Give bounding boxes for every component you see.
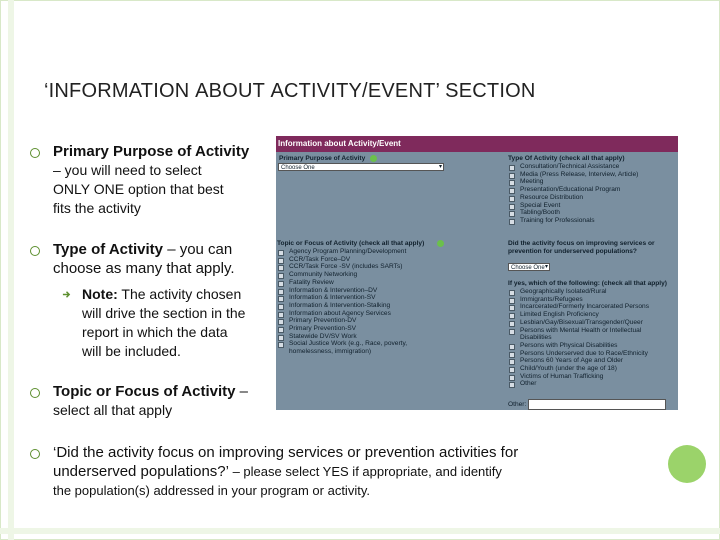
type-checkbox[interactable]: Tabling/Booth (508, 209, 638, 217)
type-checkbox[interactable]: Training for Professionals (508, 217, 638, 225)
which-populations-list (508, 288, 649, 388)
type-of-activity-list (508, 163, 638, 225)
which-populations-label: If yes, which of the following: (check all that apply) (508, 280, 668, 287)
decorative-circle (668, 445, 706, 483)
underserved-select[interactable]: Choose One ▾ (508, 263, 550, 271)
activity-form-screenshot (276, 136, 678, 410)
population-checkbox[interactable]: Limited English Proficiency (508, 311, 649, 319)
type-checkbox[interactable]: Resource Distribution (508, 194, 638, 202)
left-border-decoration (8, 0, 14, 540)
population-checkbox[interactable]: Persons with Physical Disabilities (508, 342, 649, 350)
topic-checkbox[interactable]: Primary Prevention-DV (277, 317, 407, 325)
form-header: Information about Activity/Event (276, 136, 678, 152)
topic-focus-list (277, 248, 407, 356)
topic-checkbox[interactable]: Information & Intervention–DV (277, 287, 407, 295)
bottom-border-decoration (0, 528, 720, 534)
help-icon[interactable] (437, 240, 444, 247)
bullet-topic-focus: Topic or Focus of Activity – select all that apply (53, 383, 249, 418)
type-checkbox[interactable]: Media (Press Release, Interview, Article) (508, 171, 638, 179)
other-label: Other: (508, 401, 527, 408)
bullet-primary-purpose: Primary Purpose of Activity – you will need to select ONLY ONE option that best fits the activity (53, 143, 250, 216)
help-icon[interactable] (370, 155, 377, 162)
topic-checkbox[interactable]: Social Justice Work (e.g., Race, poverty, (277, 340, 407, 348)
bullet-type-of-activity: Type of Activity – you can choose as many that apply. (53, 241, 235, 277)
population-checkbox[interactable]: Child/Youth (under the age of 18) (508, 365, 649, 373)
type-checkbox[interactable]: Consultation/Technical Assistance (508, 163, 638, 171)
type-of-activity-label: Type Of Activity (check all that apply) (508, 155, 625, 162)
bullet-icon (30, 246, 40, 256)
topic-checkbox[interactable]: CCR/Task Force–DV (277, 256, 407, 264)
topic-continuation: homelessness, immigration) (289, 348, 372, 356)
bullet-underserved: ‘Did the activity focus on improving services or prevention activities for underserved populations?’ – please select YES if appropriate, and identify the population(s) addressed in your program or activity. (53, 444, 519, 498)
topic-checkbox[interactable]: Agency Program Planning/Development (277, 248, 407, 256)
population-checkbox[interactable]: Geographically Isolated/Rural (508, 288, 649, 296)
population-checkbox[interactable]: Persons with Mental Health or Intellectual (508, 327, 649, 335)
topic-checkbox[interactable]: Statewide DV/SV Work (277, 333, 407, 341)
sub-bullet-note: Note: The activity chosen will drive the section in the report in which the data will be included. (82, 286, 246, 359)
type-checkbox[interactable]: Special Event (508, 202, 638, 210)
bullet-icon (30, 388, 40, 398)
population-checkbox[interactable]: Persons Underserved due to Race/Ethnicity (508, 350, 649, 358)
population-checkbox[interactable]: Persons 60 Years of Age and Older (508, 357, 649, 365)
population-checkbox[interactable]: Lesbian/Gay/Bisexual/Transgender/Queer (508, 319, 649, 327)
topic-checkbox[interactable]: Fatality Review (277, 279, 407, 287)
topic-checkbox[interactable]: Primary Prevention-SV (277, 325, 407, 333)
topic-checkbox[interactable]: CCR/Task Force -SV (includes SARTs) (277, 263, 407, 271)
topic-checkbox[interactable]: Information about Agency Services (277, 310, 407, 318)
type-checkbox[interactable]: Meeting (508, 178, 638, 186)
primary-purpose-select[interactable]: Choose One ▾ (278, 163, 444, 171)
topic-focus-label: Topic or Focus of Activity (check all that apply) (277, 240, 425, 247)
slide-title: ‘INFORMATION ABOUT ACTIVITY/EVENT’ SECTION (44, 80, 536, 102)
underserved-question: Did the activity focus on improving services or prevention for underserved populations? (508, 240, 655, 255)
population-checkbox[interactable]: Other (508, 380, 649, 388)
bullet-icon (30, 449, 40, 459)
bullet-icon (30, 148, 40, 158)
population-checkbox[interactable]: Victims of Human Trafficking (508, 373, 649, 381)
population-continuation: Disabilities (520, 334, 552, 342)
sub-bullet-icon (62, 290, 71, 299)
population-checkbox[interactable]: Immigrants/Refugees (508, 296, 649, 304)
topic-checkbox[interactable]: Community Networking (277, 271, 407, 279)
other-text-input[interactable] (528, 399, 666, 410)
topic-checkbox[interactable]: Information & Intervention-SV (277, 294, 407, 302)
primary-purpose-label: Primary Purpose of Activity (279, 155, 366, 162)
population-checkbox[interactable]: Incarcerated/Formerly Incarcerated Persons (508, 303, 649, 311)
topic-checkbox[interactable]: Information & Intervention-Stalking (277, 302, 407, 310)
type-checkbox[interactable]: Presentation/Educational Program (508, 186, 638, 194)
